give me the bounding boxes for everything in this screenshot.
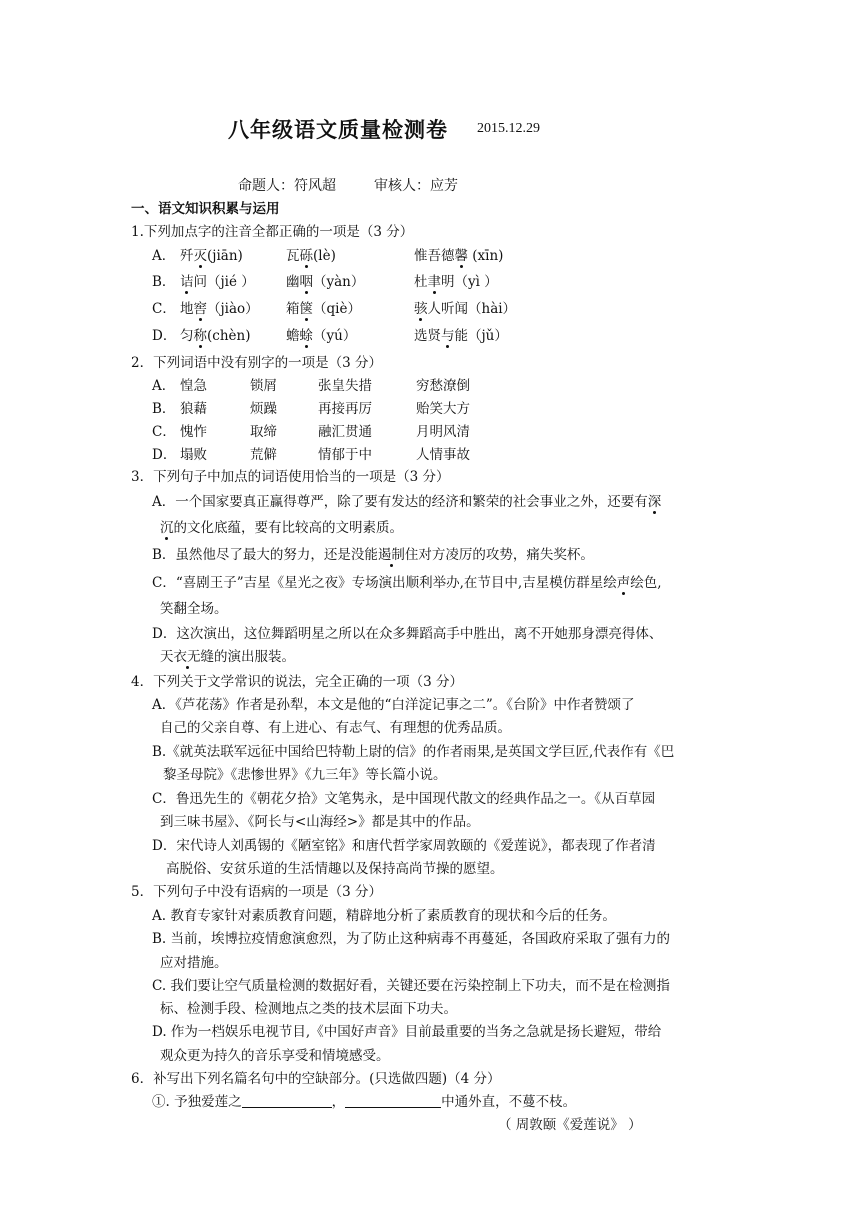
reviewer-name: 审核人：应芳 [374,178,458,194]
text: 杜 [414,274,428,290]
dotted-char: 称 [194,324,208,344]
section-heading: 一、语文知识积累与运用 [131,201,280,217]
word: 烦躁 [250,401,277,417]
q5-option-a: A. 教育专家针对素质教育问题，精辟地分析了素质教育的现状和今后的任务。 [152,908,616,924]
word: 锁屑 [250,378,277,394]
q1-a-word2 [286,244,336,264]
q1-b-word3 [414,270,498,290]
q5-stem: 5．下列句子中没有语病的一项是（3 分） [131,884,382,900]
dotted-char: 天衣无缝 [160,645,214,665]
q1-c-word2 [286,297,361,317]
q5-option-c-line2: 标、检测手段、检测地点之类的技术层面下功夫。 [160,1001,457,1017]
word: 再接再厉 [318,401,372,417]
q6-stem: 6．补写出下列名篇名句中的空缺部分。(只选做四题)（4 分） [131,1071,501,1087]
q4-option-c-line1: C．鲁迅先生的《朝花夕拾》文笔隽永，是中国现代散文的经典作品之一。《从百草园 [152,791,656,807]
q6-item1-source: （ 周敦颐《爱莲说》 ） [498,1117,642,1133]
dotted-char: 骇 [414,297,428,317]
q1-d-word1 [180,324,250,344]
dotted-char: 遏制 [378,543,405,563]
author-line [238,175,458,195]
text: C．“喜剧王子”吉星《星光之夜》专场演出顺利举办,在节目中,吉星模仿群星 [152,575,604,591]
dotted-char: 咽 [300,270,314,290]
q1-c-word1 [180,297,259,317]
text: 幽 [286,274,300,290]
q3-option-d-line1: D．这次演出，这位舞蹈明星之所以在众多舞蹈高手中胜出，离不开她那身漂亮得体、 [152,626,663,642]
exam-title: 八年级语文质量检测卷 [228,117,448,142]
text: 匀 [180,328,194,344]
dotted-char: 聿 [428,270,442,290]
text: 瓦 [286,248,300,264]
answer-blank[interactable] [242,1093,332,1108]
pinyin: (xīn) [468,248,504,264]
word: 塌败 [180,447,207,463]
option-label: D． [152,447,177,463]
word: 惶急 [180,378,207,394]
text: 问 [193,274,207,290]
text: 选贤 [414,328,441,344]
q1-d-word3 [414,324,508,344]
dotted-char: 灭 [194,244,208,264]
text: ， [331,1094,346,1110]
q4-option-a-line2: 自己的父亲自尊、有上进心、有志气、有理想的优秀品质。 [160,720,511,736]
option-label: A． [152,378,176,394]
dotted-char: 砾 [300,244,314,264]
text: 地 [180,301,194,317]
q5-option-d-line1: D. 作为一档娱乐电视节目,《中国好声音》目前最重要的当务之急就是扬长避短，带给 [152,1024,662,1040]
q3-option-b [152,543,594,563]
answer-blank[interactable] [345,1093,441,1108]
text: 中通外直，不蔓不枝。 [441,1094,577,1110]
q2-row-a [152,374,470,394]
q3-option-a-line2 [160,516,403,536]
q3-option-d-line2 [160,645,295,665]
dotted-char: 窖 [194,297,208,317]
text: 人听闻 [427,301,468,317]
q4-option-d-line2: 高脱俗、安贫乐道的生活情趣以及保持高尚节操的愿望。 [166,861,504,877]
q1-option-b-label: B． [152,274,176,290]
word: 贻笑大方 [416,401,470,417]
q1-a-word1 [180,244,243,264]
q1-d-word2 [286,324,356,344]
pinyin: （qiè） [313,301,361,317]
text: 歼 [180,248,194,264]
dotted-char: 深 [648,490,662,510]
q4-option-d-line1: D．宋代诗人刘禹锡的《陋室铭》和唐代哲学家周敦颐的《爱莲说》，都表现了作者清 [152,838,656,854]
pinyin: （jiào） [207,301,259,317]
q4-option-b-line1: B.《就英法联军远征中国给巴特勒上尉的信》的作者雨果,是英国文学巨匠,代表作有《巴 [152,744,675,760]
pinyin: (lè) [313,248,336,264]
word: 取缔 [250,424,277,440]
q5-option-b-line2: 应对措施。 [160,955,228,971]
q1-option-a-label: A． [152,248,176,264]
q4-option-b-line2: 黎圣母院》《悲惨世界》《九三年》等长篇小说。 [163,767,447,783]
q5-option-d-line2: 观众更为持久的音乐享受和情境感受。 [160,1048,390,1064]
q2-row-c [152,420,470,440]
q1-stem: 1.下列加点字的注音全都正确的一项是（3 分） [131,224,414,240]
q1-b-word1 [180,270,255,290]
word: 狼藉 [180,401,207,417]
word: 穷愁潦倒 [416,378,470,394]
text: 的文化底蕴，要有比较高的文明素质。 [173,520,403,536]
q5-option-c-line1: C. 我们要让空气质量检测的数据好看，关键还要在污染控制上下功夫，而不是在检测指 [152,978,670,994]
q2-row-b [152,397,470,417]
text: 能 [454,328,468,344]
word: 张皇失措 [318,378,372,394]
dotted-char: 沉 [160,516,174,536]
pinyin: （yú） [313,328,357,344]
dotted-char: 绘声绘 [603,571,644,591]
q1-b-word2 [286,270,364,290]
q1-c-word3 [414,297,516,317]
text: 住对方凌厉的攻势，痛失奖杯。 [404,547,594,563]
q4-option-c-line2: 到三味书屋》、《阿长与<山海经>》都是其中的作品。 [160,814,480,830]
word: 月明风清 [416,424,470,440]
option-label: B． [152,401,176,417]
q2-row-d [152,443,470,463]
dotted-char: 诘 [180,270,194,290]
dotted-char: 与 [441,324,455,344]
q3-option-c-line2: 笑翻全场。 [160,601,228,617]
q1-option-d-label: D． [152,328,177,344]
dotted-char: 蜍 [300,324,314,344]
text: B．虽然他尽了最大的努力，还是没能 [152,547,378,563]
text: 蟾 [286,328,300,344]
q5-option-b-line1: B. 当前，埃博拉疫情愈演愈烈，为了防止这种病毒不再蔓延，各国政府采取了强有力的 [152,931,671,947]
text: 色, [643,575,662,591]
pinyin: （yàn） [313,274,365,290]
text: 明 [441,274,455,290]
q4-stem: 4．下列关于文学常识的说法，完全正确的一项（3 分） [131,674,463,690]
word: 愧怍 [180,424,207,440]
exam-date: 2015.12.29 [477,121,540,136]
word: 情郁于中 [318,447,372,463]
pinyin: (chèn) [207,328,251,344]
word: 融汇贯通 [318,424,372,440]
text: A．一个国家要真正赢得尊严，除了要有发达的经济和繁荣的社会事业之外，还要有 [152,494,648,510]
word: 荒僻 [250,447,277,463]
word: 人情事故 [416,447,470,463]
dotted-char: 箧 [300,297,314,317]
text: 箱 [286,301,300,317]
q3-option-c-line1 [152,571,662,591]
pinyin: （jié ） [207,274,255,290]
text: 惟吾德 [414,248,455,264]
pinyin: （yì ） [454,274,498,290]
q1-option-c-label: C． [152,301,176,317]
author-name: 命题人：符风超 [238,178,336,194]
q2-stem: 2．下列词语中没有别字的一项是（3 分） [131,355,382,371]
option-label: C． [152,424,176,440]
q3-stem: 3．下列句子中加点的词语使用恰当的一项是（3 分） [131,469,450,485]
pinyin: (jiān) [207,248,243,264]
q1-a-word3 [414,244,503,264]
text: ①. 予独爱莲之 [152,1094,242,1110]
q6-item1 [152,1090,576,1110]
q3-option-a-line1 [152,490,661,510]
pinyin: （jǔ） [468,328,508,344]
pinyin: （hài） [468,301,517,317]
dotted-char: 馨 [455,244,469,264]
text: 的演出服装。 [214,649,295,665]
q4-option-a-line1: A．《芦花荡》作者是孙犁，本文是他的“白洋淀记事之二”。《台阶》中作者赞颂了 [152,697,635,713]
